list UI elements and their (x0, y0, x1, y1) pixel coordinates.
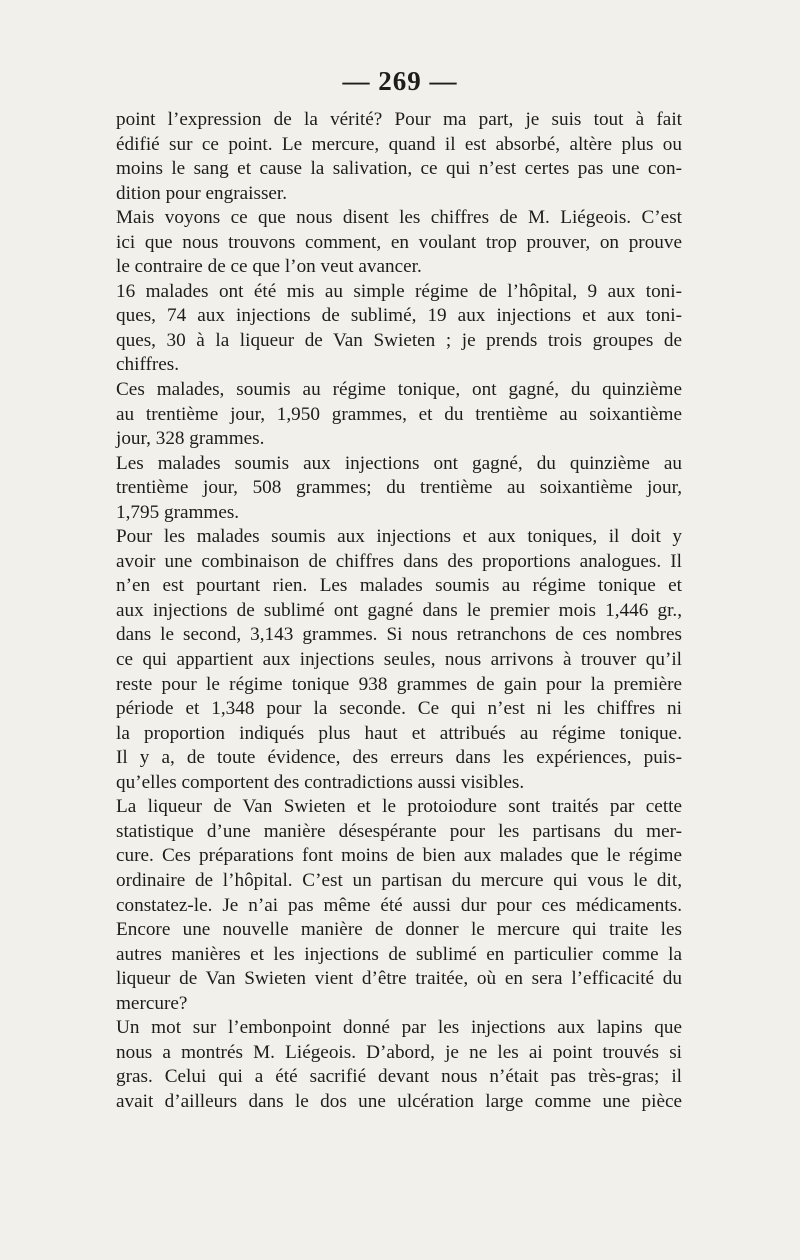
text-line: 1,795 grammes. (116, 501, 240, 523)
text-line: nous a montrés M. Liégeois. D’abord, je ne les ai point trouvés si (116, 1041, 682, 1063)
text-line: Mais voyons ce que nous disent les chiffres de M. Liégeois. C’est (116, 207, 682, 229)
text-line: qu’elles comportent des contradictions aussi visibles. (116, 771, 525, 793)
text-line: reste pour le régime tonique 938 grammes de gain pour la première (116, 673, 682, 695)
text-line: la proportion indiqués plus haut et attribués au régime tonique. (116, 722, 682, 744)
text-line: ordinaire de l’hôpital. C’est un partisan du mercure qui vous le dit, (116, 869, 682, 891)
text-line: chiffres. (116, 354, 180, 376)
text-line: Encore une nouvelle manière de donner le mercure qui traite les (116, 919, 682, 941)
text-line: ce qui appartient aux injections seules, nous arrivons à trouver qu’il (116, 649, 682, 671)
text-line: Les malades soumis aux injections ont gagné, du quinzième au (116, 452, 682, 474)
text-line: édifié sur ce point. Le mercure, quand il est absorbé, altère plus ou (116, 133, 682, 155)
text-line: 16 malades ont été mis au simple régime de l’hôpital, 9 aux toni- (116, 280, 682, 302)
text-line: statistique d’une manière désespérante pour les partisans du mer- (116, 820, 682, 842)
text-line: avait d’ailleurs dans le dos une ulcération large comme une pièce (116, 1090, 682, 1112)
text-line: Un mot sur l’embonpoint donné par les injections aux lapins que (116, 1017, 682, 1039)
body-text (116, 108, 682, 1114)
page-number: — 269 — (342, 66, 458, 96)
text-line: trentième jour, 508 grammes; du trentième au soixantième jour, (116, 477, 682, 499)
text-line: jour, 328 grammes. (116, 428, 265, 450)
text-line: Ces malades, soumis au régime tonique, ont gagné, du quinzième (116, 379, 682, 401)
text-line: ici que nous trouvons comment, en voulant trop prouver, on prouve (116, 231, 682, 253)
text-line: gras. Celui qui a été sacrifié devant nous n’était pas très-gras; il (116, 1066, 682, 1088)
text-line: constatez-le. Je n’ai pas même été aussi dur pour ces médicaments. (116, 894, 682, 916)
text-line: La liqueur de Van Swieten et le protoiodure sont traités par cette (116, 796, 682, 818)
text-line: Il y a, de toute évidence, des erreurs dans les expériences, puis- (116, 747, 682, 769)
text-line: moins le sang et cause la salivation, ce qui n’est certes pas une con- (116, 158, 682, 180)
text-line: Pour les malades soumis aux injections et aux toniques, il doit y (116, 526, 682, 548)
text-line: n’en est pourtant rien. Les malades soumis au régime tonique et (116, 575, 682, 597)
text-line: cure. Ces préparations font moins de bien aux malades que le régime (116, 845, 682, 867)
text-line: liqueur de Van Swieten vient d’être traitée, où en sera l’efficacité du (116, 968, 682, 990)
text-line: ques, 74 aux injections de sublimé, 19 aux injections et aux toni- (116, 305, 682, 327)
text-line: aux injections de sublimé ont gagné dans le premier mois 1,446 gr., (116, 599, 682, 621)
text-line: le contraire de ce que l’on veut avancer. (116, 256, 422, 278)
text-line: ques, 30 à la liqueur de Van Swieten ; je prends trois groupes de (116, 329, 682, 351)
text-line: au trentième jour, 1,950 grammes, et du trentième au soixantième (116, 403, 682, 425)
text-line: dans le second, 3,143 grammes. Si nous retranchons de ces nombres (116, 624, 682, 646)
text-line: point l’expression de la vérité? Pour ma part, je suis tout à fait (116, 109, 682, 130)
text-line: dition pour engraisser. (116, 182, 288, 204)
text-line: mercure? (116, 992, 188, 1014)
text-line: autres manières et les injections de sublimé en particulier comme la (116, 943, 682, 965)
text-line: période et 1,348 pour la seconde. Ce qui n’est ni les chiffres ni (116, 698, 682, 720)
text-line: avoir une combinaison de chiffres dans des proportions analogues. Il (116, 550, 682, 572)
